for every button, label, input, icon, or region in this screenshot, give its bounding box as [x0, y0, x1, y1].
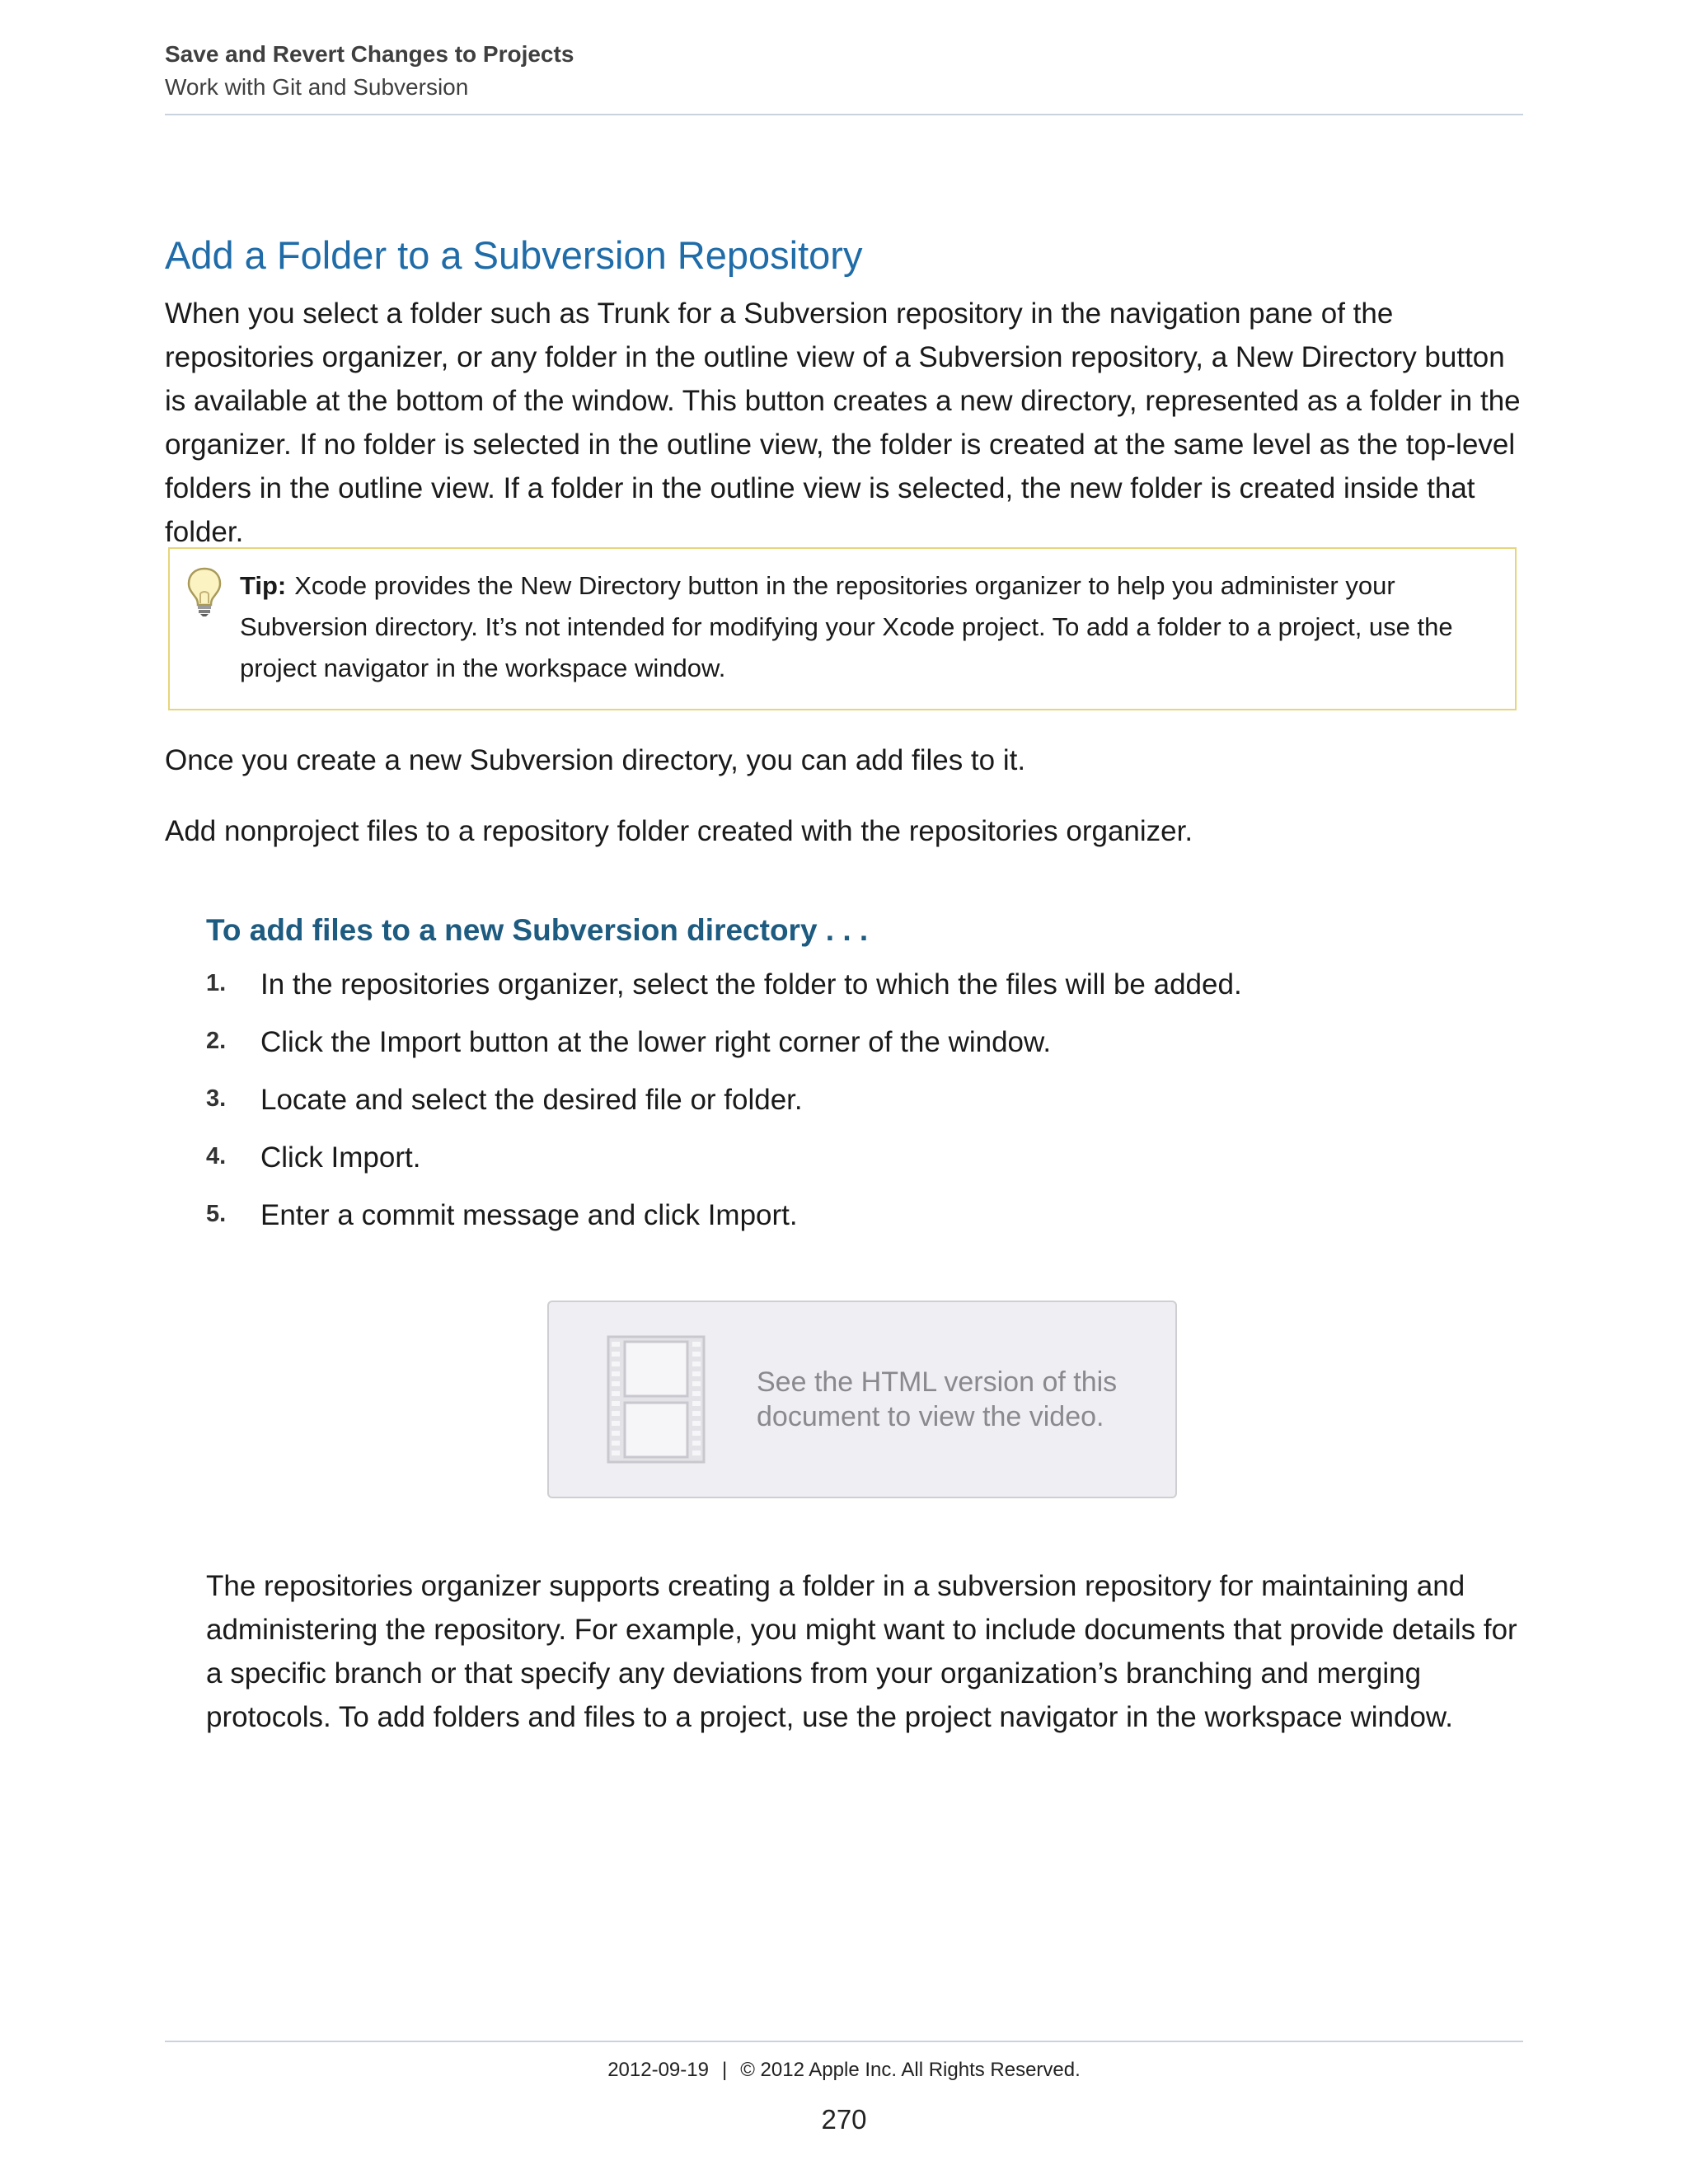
step-number: 4.	[206, 1143, 227, 1169]
paragraph-add-nonproject-files: Add nonproject files to a repository folder created with the repositories organizer.	[165, 815, 1193, 847]
paragraph-create-directory: Once you create a new Subversion directory, you can add files to it.	[165, 744, 1026, 776]
lightbulb-icon	[185, 565, 224, 618]
footer-date: 2012-09-19	[607, 2059, 709, 2081]
tip-body: Xcode provides the New Directory button in the repositories organizer to help you administer your Subversion directory. It’s not intended for modifying your Xcode project. To add a folder to a project, use the project navigator in the workspace window.	[240, 571, 1453, 682]
task-step	[206, 1078, 1523, 1136]
step-text: Enter a commit message and click Import.	[260, 1199, 798, 1231]
step-number: 5.	[206, 1201, 227, 1227]
running-head	[165, 38, 574, 104]
video-placeholder-text	[757, 1365, 1117, 1434]
step-number: 1.	[206, 970, 227, 996]
task-step	[206, 1020, 1523, 1078]
page-number: 270	[821, 2104, 867, 2135]
task-heading: To add files to a new Subversion directory . . .	[206, 913, 869, 947]
tip-label: Tip:	[240, 571, 287, 600]
document-page	[165, 0, 1523, 2184]
tip-text	[240, 565, 1501, 689]
film-strip-icon	[607, 1335, 706, 1464]
video-text-line-1: See the HTML version of this	[757, 1366, 1118, 1398]
footer-rule	[165, 2041, 1523, 2042]
running-head-section: Work with Git and Subversion	[165, 74, 469, 100]
footer	[165, 2055, 1523, 2085]
step-text: Locate and select the desired file or folder.	[260, 1084, 803, 1116]
intro-paragraph: When you select a folder such as Trunk for a Subversion repository in the navigation pane of the repositories organizer, or any folder in the outline view of a Subversion repository, a New Directory button is available at the bottom of the window. This button creates a new directory, represented as a folder in the organizer. If no folder is selected in the outline view, the folder is created at the same level as the top-level folders in the outline view. If a folder in the outline view is selected, the new folder is created inside that folder.	[165, 298, 1521, 548]
step-text: In the repositories organizer, select the folder to which the files will be added.	[260, 968, 1242, 1001]
tip-box	[168, 547, 1517, 710]
task-step	[206, 1136, 1523, 1193]
step-text: Click the Import button at the lower right corner of the window.	[260, 1026, 1052, 1058]
footer-copyright: © 2012 Apple Inc. All Rights Reserved.	[740, 2059, 1081, 2081]
step-number: 3.	[206, 1085, 227, 1112]
task-step	[206, 1193, 1523, 1251]
running-head-chapter: Save and Revert Changes to Projects	[165, 41, 574, 67]
header-rule	[165, 114, 1523, 115]
closing-paragraph: The repositories organizer supports creating a folder in a subversion repository for maintaining and administering the repository. For example, you might want to include documents that provide details for a specific branch or that specify any deviations from your organization’s branching and merging protocols. To add folders and files to a project, use the project navigator in the workspace window.	[206, 1570, 1517, 1733]
task-step	[206, 963, 1523, 1020]
step-text: Click Import.	[260, 1141, 421, 1174]
footer-separator: |	[721, 2059, 728, 2081]
video-placeholder[interactable]	[547, 1301, 1177, 1498]
task-steps	[206, 963, 1523, 1251]
step-number: 2.	[206, 1028, 227, 1054]
section-title: Add a Folder to a Subversion Repository	[165, 233, 863, 277]
video-text-line-2: document to view the video.	[757, 1401, 1104, 1432]
